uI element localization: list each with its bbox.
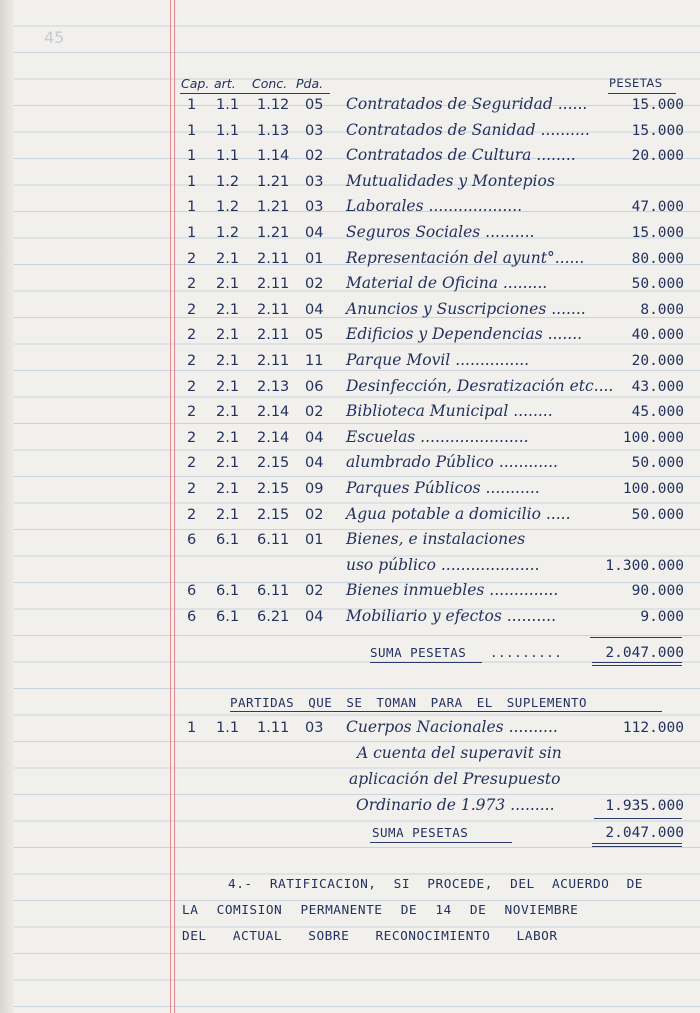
cap-cell: 6 bbox=[187, 583, 197, 600]
cap-cell: 2 bbox=[187, 455, 197, 472]
concept-cell: Contratados de Seguridad ...... bbox=[346, 95, 588, 113]
conc-cell: 1.14 bbox=[257, 148, 290, 165]
conc-cell: 2.11 bbox=[257, 301, 290, 318]
art-cell: 6.1 bbox=[216, 609, 240, 625]
art-cell: 2.1 bbox=[216, 481, 240, 497]
header-art: art. bbox=[214, 76, 236, 91]
cap-cell: 2 bbox=[187, 327, 197, 344]
pda-cell: 04 bbox=[305, 301, 324, 318]
conc-cell: 2.15 bbox=[257, 506, 290, 523]
cap-cell: 1 bbox=[187, 122, 197, 139]
total1-dots: ......... bbox=[490, 645, 563, 660]
pda-cell: 03 bbox=[305, 122, 324, 139]
total1-rule bbox=[590, 637, 682, 638]
conc-cell: 6.11 bbox=[257, 583, 290, 600]
table-row bbox=[0, 609, 700, 635]
amount-cell: 50.000 bbox=[631, 276, 684, 293]
conc-cell: 2.15 bbox=[257, 481, 290, 497]
cap-cell: 6 bbox=[187, 532, 197, 549]
concept-cell: alumbrado Público ............ bbox=[346, 453, 558, 472]
table-row bbox=[0, 353, 700, 379]
concept-cell: Parques Públicos ........... bbox=[346, 479, 540, 497]
pda-cell: 04 bbox=[305, 455, 324, 472]
supplement-line1: A cuenta del superavit sin bbox=[357, 744, 562, 762]
concept-cell: Desinfección, Desratización etc.... bbox=[346, 376, 614, 395]
amount-cell: 47.000 bbox=[631, 199, 684, 216]
concept-cell: Cuerpos Nacionales .......... bbox=[346, 718, 558, 736]
art-cell: 6.1 bbox=[216, 583, 240, 600]
table-row bbox=[0, 404, 700, 430]
pda-cell: 02 bbox=[305, 404, 324, 421]
conc-cell: 6.21 bbox=[257, 609, 290, 625]
pda-cell: 02 bbox=[305, 506, 324, 523]
table-row bbox=[0, 199, 700, 225]
art-cell: 2.1 bbox=[216, 455, 240, 472]
art-cell: 6.1 bbox=[216, 532, 240, 549]
pda-cell: 03 bbox=[305, 720, 324, 736]
art-cell: 1.1 bbox=[216, 720, 240, 736]
cap-cell: 1 bbox=[187, 148, 197, 165]
amount-cell: 100.000 bbox=[622, 429, 684, 446]
total1-amount-underline-b bbox=[592, 665, 682, 666]
item4-line3: DEL ACTUAL SOBRE RECONOCIMIENTO LABOR bbox=[182, 929, 558, 944]
pda-cell: 01 bbox=[305, 532, 324, 549]
page-number: 45 bbox=[44, 28, 65, 47]
concept-cell: Escuelas ...................... bbox=[346, 427, 529, 446]
pda-cell: 05 bbox=[305, 97, 324, 113]
total2-label: SUMA PESETAS bbox=[372, 825, 469, 840]
pda-cell: 04 bbox=[305, 225, 324, 241]
amount-cell: 15.000 bbox=[631, 97, 684, 113]
art-cell: 1.1 bbox=[216, 97, 240, 113]
supplement-heading: PARTIDAS QUE SE TOMAN PARA EL SUPLEMENTO bbox=[230, 695, 588, 710]
table-row bbox=[0, 555, 700, 584]
cap-cell: 2 bbox=[187, 301, 197, 318]
header-pda: Pda. bbox=[296, 76, 324, 91]
total1-amount: 2.047.000 bbox=[605, 645, 684, 661]
amount-cell: 40.000 bbox=[631, 327, 684, 344]
pda-cell: 03 bbox=[305, 173, 324, 190]
pda-cell: 09 bbox=[305, 481, 324, 497]
amount-cell: 8.000 bbox=[640, 301, 684, 318]
pda-cell: 03 bbox=[305, 199, 324, 216]
item4-line2: LA COMISION PERMANENTE DE 14 DE NOVIEMBRE bbox=[182, 903, 579, 918]
cap-cell: 2 bbox=[187, 404, 197, 421]
table-row bbox=[0, 376, 700, 405]
pda-cell: 04 bbox=[305, 609, 324, 625]
art-cell: 2.1 bbox=[216, 250, 240, 267]
concept-cell: Biblioteca Municipal ........ bbox=[346, 402, 553, 421]
amount-cell: 15.000 bbox=[631, 225, 684, 241]
total2-amount-underline-b bbox=[592, 846, 682, 847]
art-cell: 1.2 bbox=[216, 225, 240, 241]
supplement-line3: Ordinario de 1.973 ......... bbox=[356, 796, 555, 814]
art-cell: 2.1 bbox=[216, 506, 240, 523]
supplement-amount3: 1.935.000 bbox=[605, 798, 684, 814]
art-cell: 1.2 bbox=[216, 173, 240, 190]
concept-cell: Laborales ................... bbox=[346, 197, 523, 216]
header-cap: Cap. bbox=[181, 76, 210, 91]
art-cell: 2.1 bbox=[216, 353, 240, 369]
concept-cell: Mutualidades y Montepios bbox=[346, 171, 555, 190]
amount-cell: 45.000 bbox=[631, 404, 684, 421]
amount-cell: 50.000 bbox=[631, 506, 684, 523]
conc-cell: 2.11 bbox=[257, 327, 290, 344]
total2-rule bbox=[594, 818, 682, 819]
amount-cell: 20.000 bbox=[631, 148, 684, 165]
concept-cell: Bienes inmuebles .............. bbox=[346, 581, 559, 600]
table-row bbox=[0, 225, 700, 251]
concept-cell: Contratados de Sanidad .......... bbox=[346, 120, 590, 139]
art-cell: 2.1 bbox=[216, 429, 240, 446]
conc-cell: 1.21 bbox=[257, 225, 290, 241]
concept-cell: Mobiliario y efectos .......... bbox=[346, 607, 557, 625]
header-conc: Conc. bbox=[252, 76, 288, 91]
conc-cell: 2.14 bbox=[257, 429, 290, 446]
amount-cell: 1.300.000 bbox=[605, 557, 684, 574]
header-pesetas: PESETAS bbox=[609, 76, 663, 90]
cap-cell: 2 bbox=[187, 506, 197, 523]
conc-cell: 2.14 bbox=[257, 404, 290, 421]
table-row bbox=[0, 97, 700, 123]
pda-cell: 06 bbox=[305, 378, 324, 395]
table-row bbox=[0, 532, 700, 558]
pda-cell: 11 bbox=[305, 353, 324, 369]
conc-cell: 2.13 bbox=[257, 378, 290, 395]
total1-row bbox=[0, 645, 700, 671]
amount-cell: 20.000 bbox=[631, 353, 684, 369]
cap-cell: 2 bbox=[187, 250, 197, 267]
amount-cell: 100.000 bbox=[622, 481, 684, 497]
header-underline bbox=[180, 93, 330, 94]
table-row bbox=[0, 720, 700, 746]
cap-cell: 2 bbox=[187, 429, 197, 446]
supplement-heading-underline bbox=[230, 711, 662, 712]
concept-cell: Parque Movil ............... bbox=[346, 351, 530, 369]
cap-cell: 2 bbox=[187, 353, 197, 369]
amount-cell: 90.000 bbox=[631, 583, 684, 600]
amount-cell: 9.000 bbox=[640, 609, 684, 625]
conc-cell: 2.11 bbox=[257, 353, 290, 369]
pda-cell: 02 bbox=[305, 148, 324, 165]
table-row bbox=[0, 171, 700, 200]
art-cell: 1.1 bbox=[216, 148, 240, 165]
table-row bbox=[0, 248, 700, 277]
art-cell: 1.1 bbox=[216, 122, 240, 139]
total2-row bbox=[0, 825, 700, 851]
art-cell: 2.1 bbox=[216, 378, 240, 395]
conc-cell: 1.11 bbox=[257, 720, 290, 736]
table-row bbox=[0, 504, 700, 533]
cap-cell: 1 bbox=[187, 199, 197, 216]
conc-cell: 1.21 bbox=[257, 173, 290, 190]
total1-label-underline bbox=[370, 662, 482, 663]
total2-amount: 2.047.000 bbox=[605, 825, 684, 841]
item4-line1: 4.- RATIFICACION, SI PROCEDE, DEL ACUERDO DE bbox=[228, 877, 643, 892]
table-row bbox=[0, 583, 700, 609]
table-row bbox=[0, 455, 700, 481]
pda-cell: 02 bbox=[305, 583, 324, 600]
conc-cell: 6.11 bbox=[257, 532, 290, 549]
conc-cell: 1.13 bbox=[257, 122, 290, 139]
concept-cell: Contratados de Cultura ........ bbox=[346, 146, 576, 165]
conc-cell: 1.21 bbox=[257, 199, 290, 216]
supplement-line2: aplicación del Presupuesto bbox=[349, 770, 561, 788]
concept-cell: Seguros Sociales .......... bbox=[346, 223, 535, 241]
table-row bbox=[0, 299, 700, 328]
pda-cell: 04 bbox=[305, 429, 324, 446]
cap-cell: 1 bbox=[187, 225, 197, 241]
table-row bbox=[0, 481, 700, 507]
art-cell: 2.1 bbox=[216, 301, 240, 318]
amount-cell: 15.000 bbox=[631, 122, 684, 139]
pda-cell: 02 bbox=[305, 276, 324, 293]
cap-cell: 2 bbox=[187, 378, 197, 395]
table-row bbox=[0, 327, 700, 353]
concept-cell: Representación del ayunt°...... bbox=[346, 248, 585, 267]
total1-label: SUMA PESETAS bbox=[370, 645, 467, 660]
cap-cell: 1 bbox=[187, 720, 197, 736]
concept-cell: Bienes, e instalaciones bbox=[346, 530, 526, 549]
art-cell: 1.2 bbox=[216, 199, 240, 216]
cap-cell: 1 bbox=[187, 97, 197, 113]
total2-label-underline bbox=[370, 842, 512, 843]
pda-cell: 05 bbox=[305, 327, 324, 344]
total1-amount-underline-a bbox=[592, 662, 682, 663]
amount-cell: 80.000 bbox=[631, 250, 684, 267]
amount-cell: 43.000 bbox=[631, 378, 684, 395]
conc-cell: 1.12 bbox=[257, 97, 290, 113]
cap-cell: 1 bbox=[187, 173, 197, 190]
table-row bbox=[0, 148, 700, 174]
table-row bbox=[0, 276, 700, 302]
conc-cell: 2.11 bbox=[257, 276, 290, 293]
pda-cell: 01 bbox=[305, 250, 324, 267]
cap-cell: 6 bbox=[187, 609, 197, 625]
conc-cell: 2.11 bbox=[257, 250, 290, 267]
table-row bbox=[0, 427, 700, 456]
art-cell: 2.1 bbox=[216, 276, 240, 293]
amount-cell: 50.000 bbox=[631, 455, 684, 472]
cap-cell: 2 bbox=[187, 276, 197, 293]
amount-cell: 112.000 bbox=[622, 720, 684, 736]
concept-cell: Edificios y Dependencias ....... bbox=[346, 325, 583, 344]
concept-cell: Anuncios y Suscripciones ....... bbox=[346, 299, 586, 318]
cap-cell: 2 bbox=[187, 481, 197, 497]
concept-cell: Agua potable a domicilio ..... bbox=[346, 504, 571, 523]
table-row bbox=[0, 120, 700, 149]
pesetas-underline bbox=[608, 93, 676, 94]
concept-cell: uso público .................... bbox=[346, 555, 540, 574]
art-cell: 2.1 bbox=[216, 327, 240, 344]
art-cell: 2.1 bbox=[216, 404, 240, 421]
total2-amount-underline-a bbox=[592, 843, 682, 844]
concept-cell: Material de Oficina ......... bbox=[346, 274, 548, 293]
conc-cell: 2.15 bbox=[257, 455, 290, 472]
